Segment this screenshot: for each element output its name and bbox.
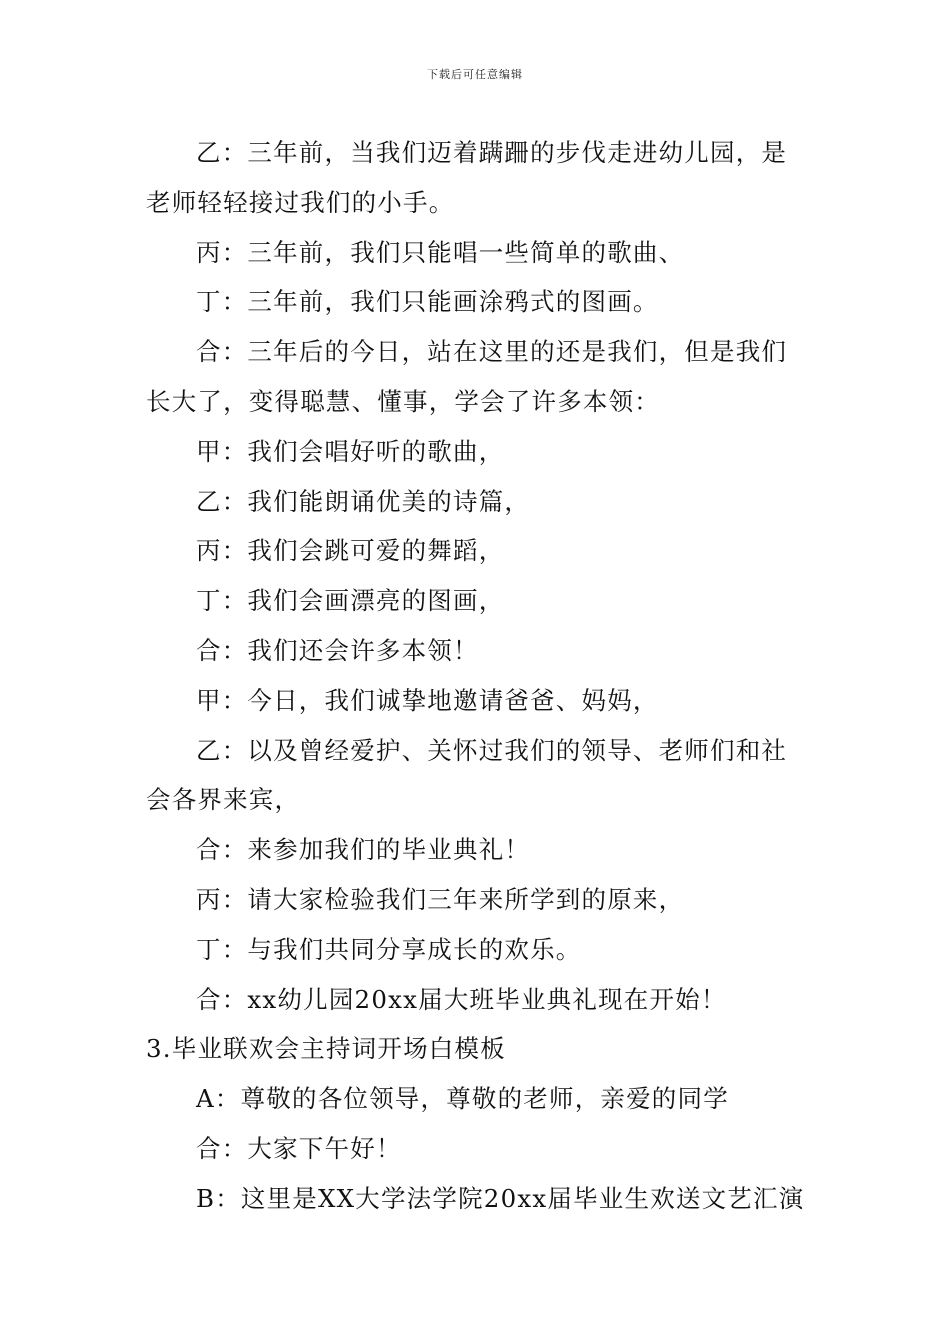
paragraph-line: 乙：三年前，当我们迈着蹒跚的步伐走进幼儿园，是 <box>196 138 788 167</box>
paragraph-line: A：尊敬的各位领导，尊敬的老师，亲爱的同学 <box>196 1084 729 1114</box>
paragraph-line: 丁：我们会画漂亮的图画， <box>196 586 505 616</box>
paragraph-line: 丙：三年前，我们只能唱一些简单的歌曲、 <box>196 237 685 267</box>
document-body <box>146 128 808 1224</box>
paragraph-line: 老师轻轻接过我们的小手。 <box>146 187 455 217</box>
section-heading: 3.毕业联欢会主持词开场白模板 <box>146 1034 506 1064</box>
paragraph-line: 丁：与我们共同分享成长的欢乐。 <box>196 934 582 964</box>
paragraph-line: B：这里是XX大学法学院20xx届毕业生欢送文艺汇演 <box>196 1183 805 1213</box>
paragraph-line: 丙：请大家检验我们三年来所学到的原来， <box>196 884 685 914</box>
paragraph-line: 合：xx幼儿园20xx届大班毕业典礼现在开始！ <box>196 984 727 1014</box>
paragraph-line: 甲：今日，我们诚挚地邀请爸爸、妈妈， <box>196 685 659 715</box>
paragraph-line: 合：大家下午好！ <box>196 1133 402 1163</box>
paragraph-line: 长大了，变得聪慧、懂事，学会了许多本领： <box>146 386 660 416</box>
paragraph-line: 丙：我们会跳可爱的舞蹈， <box>196 536 505 566</box>
paragraph-line: 乙：以及曾经爱护、关怀过我们的领导、老师们和社 <box>196 735 788 765</box>
paragraph-line: 合：来参加我们的毕业典礼！ <box>196 835 531 865</box>
paragraph-line: 合：三年后的今日，站在这里的还是我们，但是我们 <box>196 337 788 367</box>
page-header: 下载后可任意编辑 <box>427 68 523 81</box>
paragraph-line: 甲：我们会唱好听的歌曲， <box>196 436 505 466</box>
paragraph-line: 合：我们还会许多本领！ <box>196 635 479 665</box>
paragraph-line: 会各界来宾， <box>146 785 301 815</box>
paragraph-line: 丁：三年前，我们只能画涂鸦式的图画。 <box>196 287 659 317</box>
paragraph-line: 乙：我们能朗诵优美的诗篇， <box>196 486 531 516</box>
